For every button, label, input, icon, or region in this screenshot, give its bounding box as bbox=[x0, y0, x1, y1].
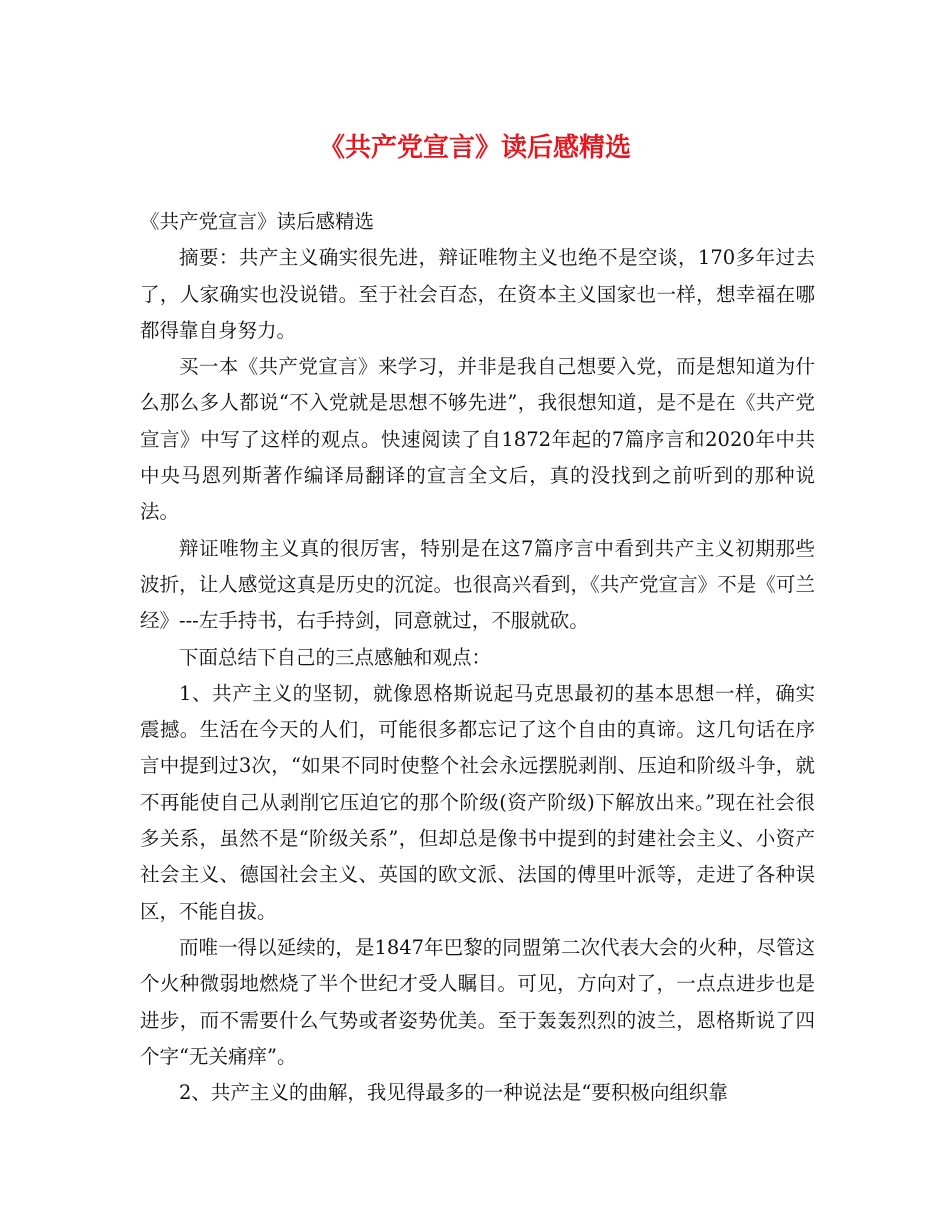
document-title: 《共产党宣言》读后感精选 bbox=[318, 133, 631, 163]
document-subtitle: 《共产党宣言》读后感精选 bbox=[140, 210, 375, 233]
paragraph: 而唯一得以延续的，是1847年巴黎的同盟第二次代表大会的火种，尽管这个火种微弱地燃烧了半个世纪才受人瞩目。可见，方向对了，一点点进步也是进步，而不需要什么气势或者姿势优美。至于轰轰烈烈的波兰，恩格斯说了四个字“无关痛痒”。 bbox=[140, 935, 815, 1068]
paragraph: 1、共产主义的坚韧，就像恩格斯说起马克思最初的基本思想一样，确实震撼。生活在今天的人们，可能很多都忘记了这个自由的真谛。这几句话在序言中提到过3次，“如果不同时使整个社会永远摆脱剥削、压迫和阶级斗争，就不再能使自己从剥削它压迫它的那个阶级(资产阶级)下解放出来。”现在社会很多关系，虽然不是“阶级关系”，但却总是像书中提到的封建社会主义、小资产社会主义、德国社会主义、英国的欧文派、法国的傅里叶派等，走进了各种误区，不能自拔。 bbox=[140, 681, 815, 923]
document-body bbox=[140, 204, 815, 1111]
paragraph: 辩证唯物主义真的很厉害，特别是在这7篇序言中看到共产主义初期那些波折，让人感觉这真是历史的沉淀。也很高兴看到，《共产党宣言》不是《可兰经》---左手持书，右手持剑，同意就过，不服就砍。 bbox=[140, 536, 815, 633]
paragraph: 2、共产主义的曲解，我见得最多的一种说法是“要积极向组织靠 bbox=[179, 1081, 728, 1105]
paragraph: 买一本《共产党宣言》来学习，并非是我自己想要入党，而是想知道为什么那么多人都说“不入党就是思想不够先进”，我很想知道，是不是在《共产党宣言》中写了这样的观点。快速阅读了自1872年起的7篇序言和2020年中共中央马恩列斯著作编译局翻译的宣言全文后，真的没找到之前听到的那种说法。 bbox=[140, 355, 815, 524]
paragraph: 下面总结下自己的三点感触和观点： bbox=[179, 645, 492, 669]
paragraph-abstract: 摘要：共产主义确实很先进，辩证唯物主义也绝不是空谈，170多年过去了，人家确实也没说错。至于社会百态，在资本主义国家也一样，想幸福在哪都得靠自身努力。 bbox=[140, 246, 815, 342]
